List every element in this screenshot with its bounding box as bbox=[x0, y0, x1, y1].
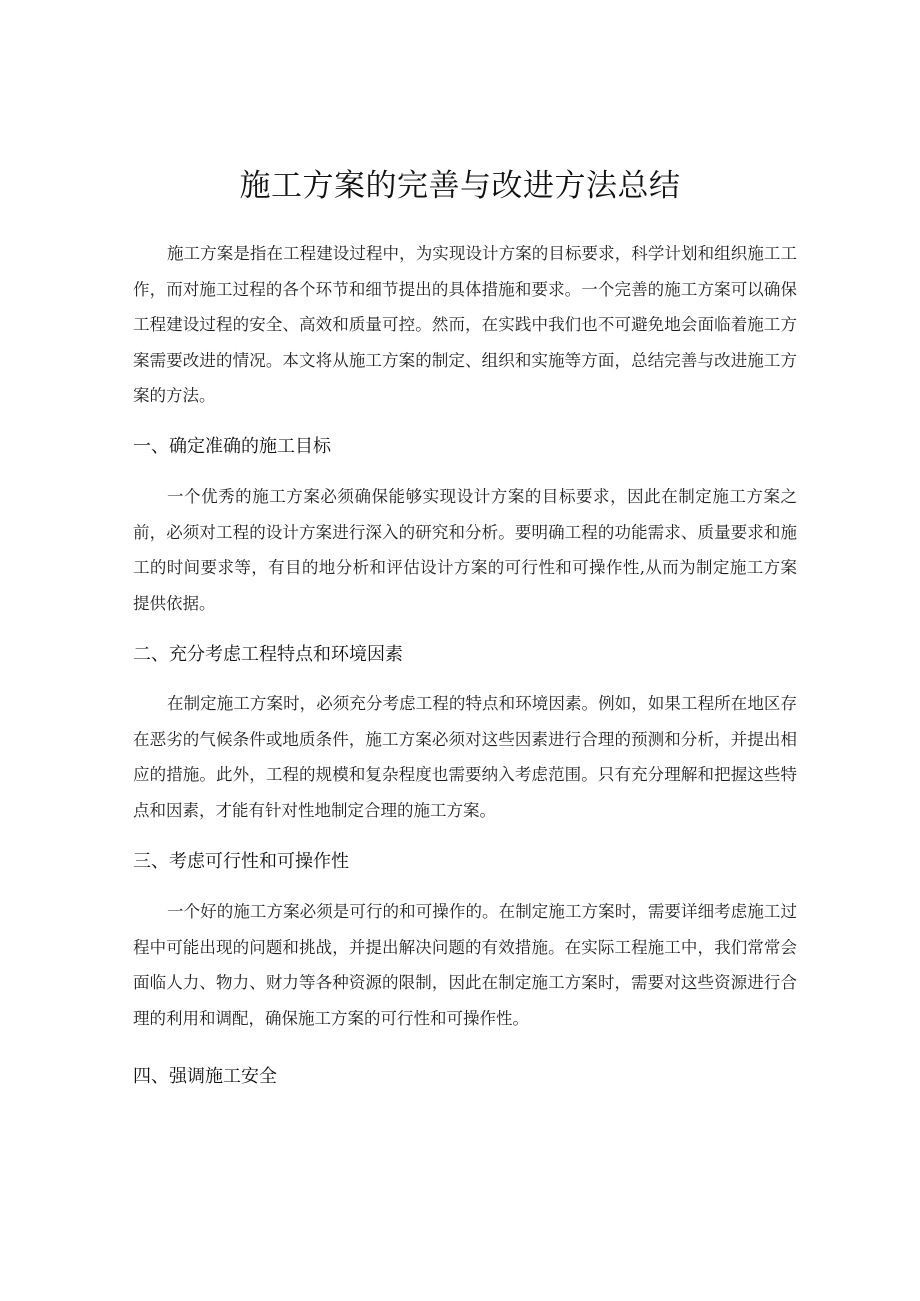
section-heading-1: 一、确定准确的施工目标 bbox=[133, 436, 331, 457]
document-title: 施工方案的完善与改进方法总结 bbox=[239, 168, 681, 204]
section-heading-2: 二、充分考虑工程特点和环境因素 bbox=[133, 644, 403, 665]
intro-paragraph: 施工方案是指在工程建设过程中，为实现设计方案的目标要求，科学计划和组织施工工作，而对施工过程的各个环节和细节提出的具体措施和要求。一个完善的施工方案可以确保工程建设过程的安全、高效和质量可控。然而，在实践中我们也不可避免地会面临着施工方案需要改进的情况。本文将从施工方案的制定、组织和实施等方面，总结完善与改进施工方案的方法。 bbox=[133, 244, 797, 405]
section-body-2: 在制定施工方案时，必须充分考虑工程的特点和环境因素。例如，如果工程所在地区存在恶劣的气候条件或地质条件，施工方案必须对这些因素进行合理的预测和分析，并提出相应的措施。此外，工程的规模和复杂程度也需要纳入考虑范围。只有充分理解和把握这些特点和因素，才能有针对性地制定合理的施工方案。 bbox=[133, 694, 797, 820]
section-heading-3: 三、考虑可行性和可操作性 bbox=[133, 851, 349, 872]
section-body-3: 一个好的施工方案必须是可行的和可操作的。在制定施工方案时，需要详细考虑施工过程中可能出现的问题和挑战，并提出解决问题的有效措施。在实际工程施工中，我们常常会面临人力、物力、财力等各种资源的限制，因此在制定施工方案时，需要对这些资源进行合理的利用和调配，确保施工方案的可行性和可操作性。 bbox=[133, 902, 797, 1028]
section-body-1: 一个优秀的施工方案必须确保能够实现设计方案的目标要求，因此在制定施工方案之前，必须对工程的设计方案进行深入的研究和分析。要明确工程的功能需求、质量要求和施工的时间要求等，有目的地分析和评估设计方案的可行性和可操作性,从而为制定施工方案提供依据。 bbox=[133, 487, 797, 613]
section-heading-4: 四、强调施工安全 bbox=[133, 1066, 277, 1087]
